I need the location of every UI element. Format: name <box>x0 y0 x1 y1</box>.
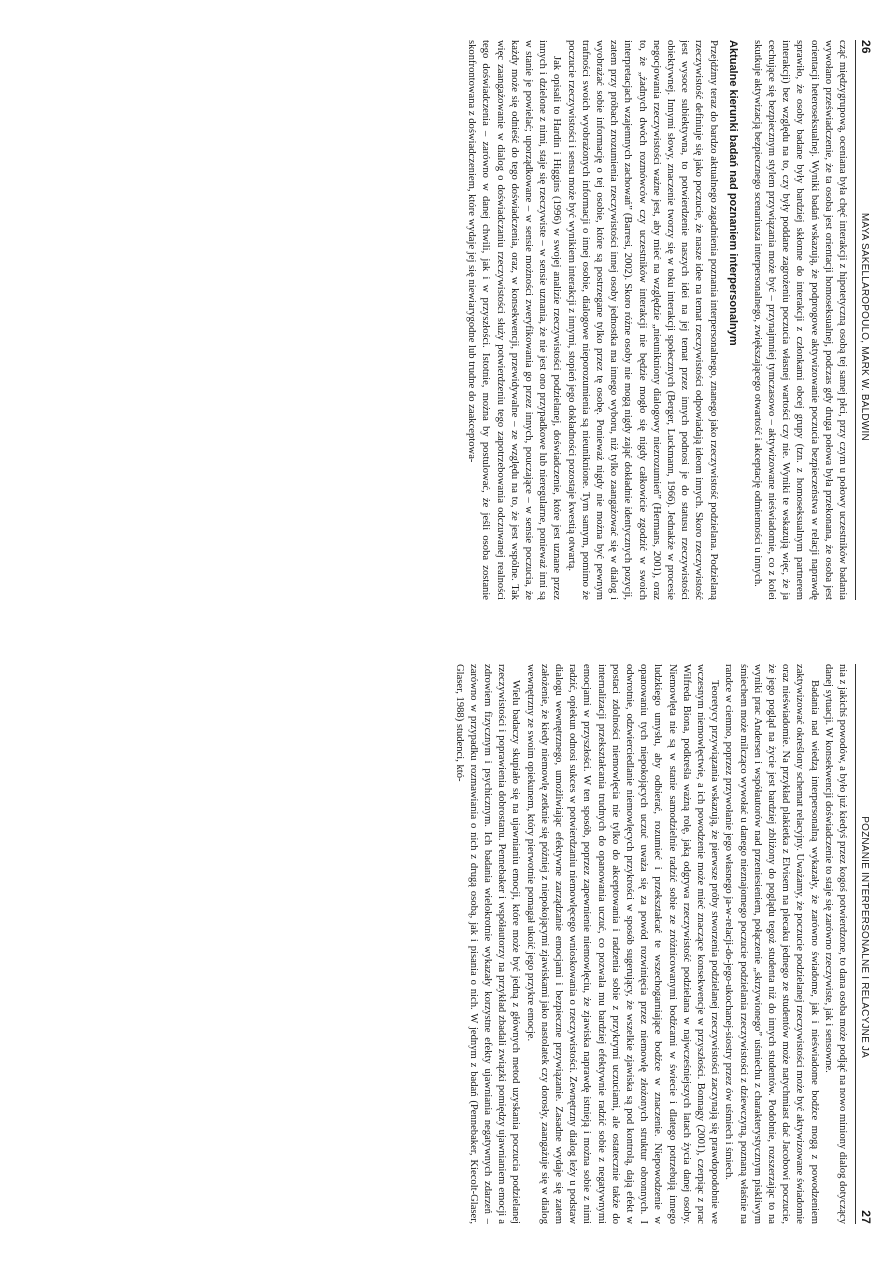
right-page-number: 27 <box>859 1210 873 1224</box>
right-running-head-text: POZNANIE INTERPERSONALNE I RELACYJNE JA <box>859 816 870 1058</box>
left-paragraph-1: cząć międzygrupową, oceniana była chęć interakcji z hipotetyczną osobą tej samej płci, przy czym u połowy uczestników badania wywołano przeświadczenie, że ta osoba jest orientacji homoseksualnej, podczas gdy druga połowa była przekonana, że osoba jest orientacji heteroseksualnej. Wyniki badań wskazują, że podprogowe aktywizowanie poczucia bezpieczeństwa w relacji naprawdę sprawiło, że osoby badane były bardziej skłonne do interakcji z członkami obcej grupy (tzn. z homoseksualnym partnerem interakcji) bez względu na to, czy były poddane zagrożeniu poczucia własnej wartości czy nie. Wyniki te wskazują więc, że ja cechujące się bezpiecznym stylem przywiązania może być – przynajmniej tymczasowo – aktywizowane nieświadomie, co z kolei skutkuje aktywizacją bezpiecznego scenariusza interpersonalnego, zwiększającego otwartość i akceptację odmienności u innych. <box>751 40 848 600</box>
right-running-head <box>855 664 873 1224</box>
left-running-head-text: MAYA SAKELLAROPOULO, MARK W. BALDWIN <box>859 212 870 441</box>
right-paragraph-2: Badania nad wiedzą interpersonalną wykazały, że zarówno świadome, jak i nieświadome bodźce mogą z powodzeniem zaktywizować określony schemat relacyjny. Uważamy, że poczucie podzielanej rzeczywistości może być aktywizowane świadomie oraz nieświadomie. Na przykład plakietka z Elvisem na plecaku jednego ze studentów może natychmiast dać Jacobowi poczucie, że jego pogląd na życie jest bardziej zbliżony do poglądu tegoż studenta niż do innych studentów. Podobnie, rozszerzając to na wyniki prac Andersen i współautorów nad przeniesieniem, połączenie „skrzywionego” uśmiechu z charakterystycznym piskliwym śmiechem może milcząco wywołać u danego nieznajomego poczucie podzielania rzeczywistości z dziewczyną, poznaną właśnie na randce w ciemno, poprzez przywołanie jego własnego ja-w-relacji-do-jego-ukochanej-siostry przez ów uśmiech i śmiech. <box>723 664 820 1224</box>
left-page <box>13 40 873 600</box>
right-paragraph-4: Wielu badaczy skupiało się na ujawnianiu emocji, które może być jedną z głównych metod uzyskania poczucia podzielanej rzeczywistości i poprawienia dobrostanu. Pennebaker i współautorzy na przykład zbadali związki pomiędzy ujawnianiem emocji a zdrowiem fizycznym i psychicznym. Ich badania wielokrotnie wykazały korzystne efekty ujawniania negatywnych zdarzeń – zarówno w przypadku rozmawiania o nich z drugą osobą, jak i pisania o nich. W jednym z badań (Pennebaker, Kiecolt-Glaser, Glaser, 1988) studenci, któ- <box>453 664 522 1224</box>
gutter-scan-artifact <box>573 600 593 664</box>
left-paragraph-3: Jak opisali to Hardin i Higgins (1996) w swojej analizie rzeczywistości podzielanej, doświadczenie, które jest uznane przez innych i dzielone z nimi, staje się rzeczywiste – w sensie uznania, że nie jest ono przypadkowe lub nieregularne, ponieważ inni są w stanie je powielać; uporządkowane – w sensie możności zweryfikowania go przez innych, pouczające – w sensie poczucia, że każdy może się odnieść do tego doświadczenia, oraz, w konsekwencji, przewidywalne – ze względu na to, że jest wspólne. Tak więc zaangażowanie w dialog o doświadczaniu rzeczywistości służy potwierdzeniu tego zapotrzebowania odczuwanej realności tego doświadczenia – zarówno w danej chwili, jak i w przyszłości. Istotnie, można by postulować, że jeśli osoba zostanie skonfrontowana z doświadczeniem, które wydaje jej się niewiarygodne lub trudne do zaakceptowa- <box>466 40 563 600</box>
left-paragraph-2: Przejdźmy teraz do bardzo aktualnego zagadnienia poznania interpersonalnego, znanego jako rzeczywistość podzielana. Podzielaną rzeczywistość definiuje się jako poczucie, że nasze idee na temat rzeczywistości odpowiadają ideom innych. Skoro rzeczywistość jest wysoce subiektywna, to potwierdzenie naszych idei na jej temat przez innych podnosi je do statusu rzeczywistości obiektywnej. Innymi słowy, znaczenie tworzy się w toku interakcji społecznych (Berger, Luckmann, 1966). Jednakże w procesie negocjowania rzeczywistości ważne jest, aby mieć na względzie „nieunikniony dialogowy niezrozumień” (Hermans, 2001), oraz to, że „żadnych dwóch rozmówców czy uczestników interakcji nie będzie mogło się nigdy całkowicie zgodzić w swoich interpretacjach wzajemnych zachowań” (Barresi, 2002). Skoro różne osoby nie mogą nigdy zająć dokładnie identycznych pozycji, zatem przy próbach zrozumienia rzeczywistości innej osoby jednostka ma innego wyboru, niż tylko zaangażować się w dialog i wyobrażać sobie informację o tej osobie, które są postrzegane tylko przez tę osobę. Ponieważ nigdy nie można być pewnym trafności swoich wyobrażonych informacji o innej osobie, dialogowe nieporozumienia są nieuniknione. Tym samym, pomimo że poczucie rzeczywistości i sensu może być wynikiem interakcji z innymi, stopień jego dokładności pozostaje kwestią otwartą. <box>565 40 719 600</box>
right-body-text <box>451 664 849 1224</box>
right-paragraph-3: Teoretycy przywiązania wskazują, że pierwsze próby stworzenia podzielanej rzeczywistości zaczynają się prawdopodobnie we wczesnym niemowlęctwie, a ich powodzenie może mieć znaczące konsekwencje w przyszłości. Bonnagy (2001), czerpiąc z prac Wilfreda Biona, podkreśla ważną rolę, jaką odgrywa rzeczywistość podzielana w najwcześniejszych latach życia danej osoby. Niemowlęta nie są w stanie samodzielnie radzić sobie ze zróżnicowanymi bodźcami w świecie i dlatego potrzebują innego ludzkiego umysłu, aby odbierać, rozumieć i przekształcać te wszechogarniające bodźce w znaczenie. Niepowodzenie w opanowaniu tych niepokojących uczuć uważa się za powód rozwinięcia przez niemowlę złożonych struktur obronnych. I odwrotnie, odzwierciedlanie niemowlęcych przykrości w sposób sugerujący, że wszelkie zjawiska są pod kontrolą, dają efekt w postaci zdolności niemowlęcia nie tylko do akceptowania i radzenia sobie z przykrymi uczuciami, ale ostatecznie także do internalizacji przekształcania trudnych do opanowania uczuć, co pozwala mu bardziej efektywnie radzić sobie z negatywnymi emocjami w przyszłości. W ten sposób, poprzez zapewnienie niemowlęciu, że zjawiska naprawdę istnieją i można sobie z nimi radzić, opiekun odnosi sukces w potwierdzaniu niemowlęcego wnioskowania o rzeczywistości. Zewnętrzny dialog leży u podstaw dialogu wewnętrznego, umożliwiając efektywne zarządzanie emocjami i bezpieczne przywiązanie. Zasadne wydaje się zatem założenie, że kiedy niemowlę zetknie się później z niepokojącymi zjawiskami jako nastolatek czy dorosły, zaangażuje się w dialog wewnętrzny ze swoim opiekunem, który pierwotnie pomagał ukoić jego przykre emocje. <box>524 664 721 1224</box>
left-page-number: 26 <box>859 40 873 54</box>
right-paragraph-1: nia z jakichś powodów, a było już kiedyś przez kogoś potwierdzone, to dana osoba może podjąć na nowo miniony dialog dotyczący danej sytuacji. W konsekwencji doświadczenie to staje się zarówno rzeczywiste, jak i sensowne. <box>822 664 848 1224</box>
right-page <box>13 664 873 1224</box>
left-running-head <box>855 40 873 600</box>
left-body-text <box>464 40 849 600</box>
section-title: Aktualne kierunki badań nad poznaniem interpersonalnym <box>726 40 739 346</box>
